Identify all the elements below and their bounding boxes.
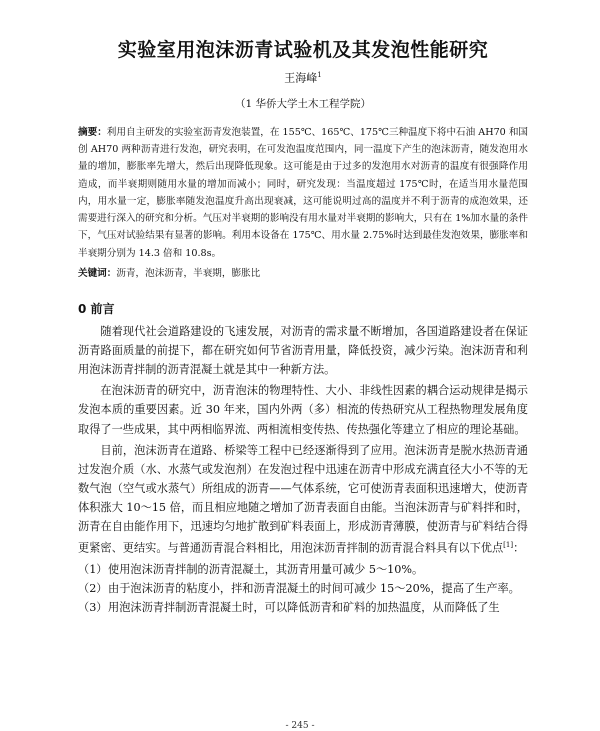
paragraph-3-tail: ： — [513, 541, 525, 555]
section-heading-introduction: 0 前言 — [78, 302, 115, 317]
advantages-list — [78, 560, 528, 617]
affiliation: （1 华侨大学土木工程学院） — [234, 97, 372, 110]
page-number: - 245 - — [285, 721, 315, 731]
keywords-text: 沥青，泡沫沥青，半衰期，膨胀比 — [116, 268, 261, 280]
list-item-marker: （3） — [78, 601, 108, 615]
abstract — [78, 124, 528, 262]
list-item-text: 使用泡沫沥青拌制的沥青混凝土，其沥青用量可减少 5～10%。 — [108, 562, 424, 576]
paper-title: 实验室用泡沫沥青试验机及其发泡性能研究 — [117, 39, 489, 61]
list-item-text: 用泡沫沥青拌制沥青混凝土时，可以降低沥青和矿料的加热温度，从而降低了生 — [108, 601, 500, 615]
paragraph-2: 在泡沫沥青的研究中，沥青泡沫的物理特性、大小、非线性因素的耦合运动规律是揭示发泡本质的重要因素。近 30 年来，国内外两（多）相流的传热研究从工程热物理发展角度取得了一些成果，其中两相临界流、两相流相变传热、传热强化等建立了相应的理论基础。 — [78, 384, 528, 436]
abstract-label: 摘要： — [78, 126, 107, 138]
citation-marker: [1] — [503, 541, 514, 550]
author-name: 王海峰 — [284, 71, 318, 85]
author-line — [78, 68, 528, 86]
paragraph-1: 随着现代社会道路建设的飞速发展，对沥青的需求量不断增加，各国道路建设者在保证沥青路面质量的前提下，都在研究如何节省沥青用量，降低投资，减少污染。泡沫沥青和利用泡沫沥青拌制的沥青混凝土就是其中一种新方法。 — [78, 325, 528, 377]
list-item-marker: （2） — [78, 581, 108, 595]
paragraph-3 — [78, 441, 528, 558]
list-item — [78, 598, 528, 617]
paragraph-3-text: 目前，泡沫沥青在道路、桥梁等工程中已经逐渐得到了应用。泡沫沥青是脱水热沥青通过发泡介质（水、水蒸气或发泡剂）在发泡过程中迅速在沥青中形成充满直径大小不等的无数气泡（空气或水蒸气）所组成的沥青——气体系统，它可使沥青表面积迅速增大，使沥青体积涨大 10～15 倍，而且相应地随之增加了沥青表面自由能。当泡沫沥青与矿料拌和时，沥青在自由能作用下，迅速均匀地扩散到矿料表面上，形成沥青薄膜，使沥青与矿料结合得更紧密、更结实。与普通沥青混合料相比，用泡沫沥青拌制的沥青混合料具有以下优点 — [78, 443, 528, 555]
author-affiliation-marker: 1 — [317, 71, 322, 79]
abstract-text: 利用自主研发的实验室沥青发泡装置，在 155℃、165℃、175℃三种温度下将中石油 AH70 和国创 AH70 两种沥青进行发泡，研究表明，在可发泡温度范围内，同一温度下产生的泡沫沥青，随发泡用水量的增加，膨胀率先增大，然后出现降低现象。这可能是由于过多的发泡用水对沥青的温度有很强降作用造成，而半衰期则随用水量的增加而减小；同时，研究发现：当温度超过 175℃时，在适当用水量范围内，用水量一定，膨胀率随发泡温度升高出现衰减，这可能说明过高的温度并不利于沥青的成泡效果，还需要进行深入的研究和分析。气压对半衰期的影响没有用水量对半衰期的影响大，只有在 1%加水量的条件下，气压对试验结果有显著的影响。利用本设备在 175℃、用水量 2.75%时达到最佳发泡效果，膨胀率和半衰期分别为 14.3 倍和 10.8s。 — [78, 126, 529, 259]
list-item-text: 由于泡沫沥青的粘度小，拌和沥青混凝土的时间可减少 15～20%，提高了生产率。 — [108, 581, 520, 595]
list-item — [78, 579, 528, 598]
keywords-label: 关键词： — [78, 268, 117, 280]
list-item — [78, 560, 528, 579]
list-item-marker: （1） — [78, 562, 108, 576]
keywords — [78, 265, 528, 282]
